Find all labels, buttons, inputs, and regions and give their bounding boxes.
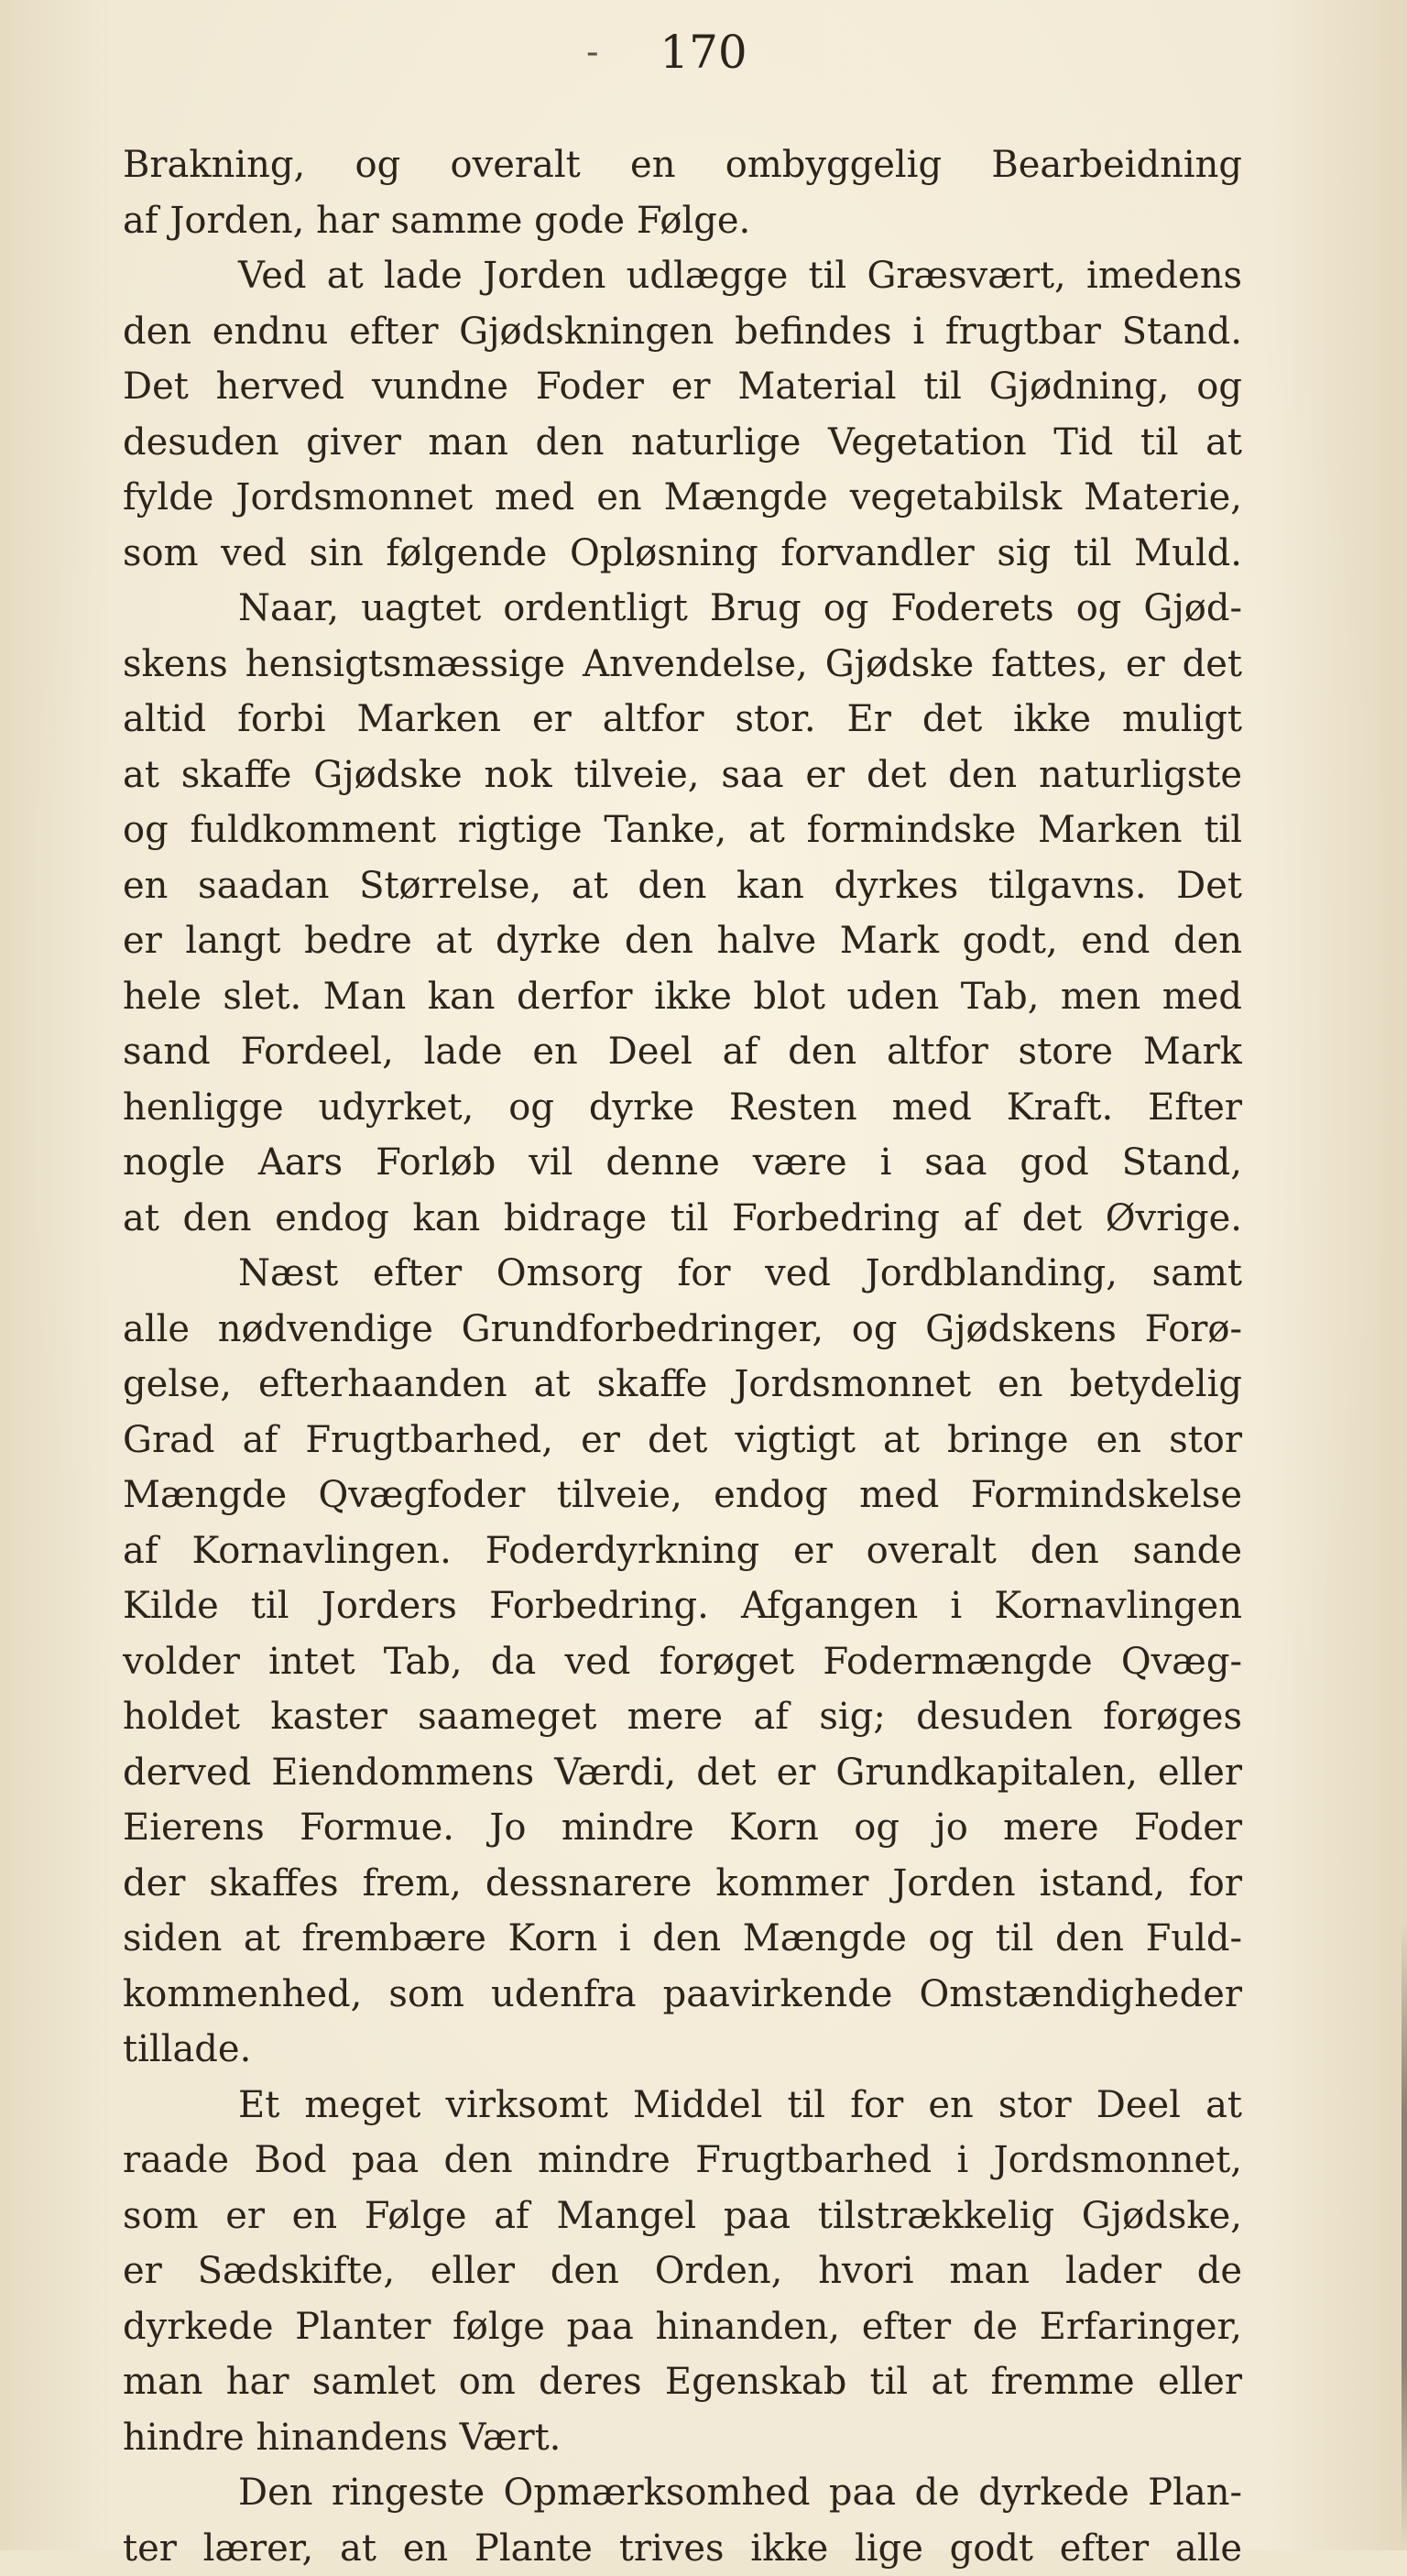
text-line: Brakning, og overalt en ombyggelig Bearbeidning <box>123 137 1242 193</box>
text-line: fylde Jordsmonnet med en Mængde vegetabilsk Materie, <box>123 470 1242 526</box>
text-line: som er en Følge af Mangel paa tilstrækkelig Gjødske, <box>123 2189 1242 2244</box>
text-line: som ved sin følgende Opløsning forvandler sig til Muld. <box>123 526 1242 582</box>
text-line: raade Bod paa den mindre Frugtbarhed i Jordsmonnet, <box>123 2133 1242 2189</box>
text-line: Mængde Qvægfoder tilveie, endog med Formindskelse <box>123 1468 1242 1523</box>
text-line: Naar, uagtet ordentligt Brug og Foderets og Gjød- <box>123 581 1242 637</box>
text-line: siden at frembære Korn i den Mængde og til den Fuld- <box>123 1911 1242 1967</box>
text-line: Grad af Frugtbarhed, er det vigtigt at bringe en stor <box>123 1413 1242 1468</box>
text-line: man har samlet om deres Egenskab til at fremme eller <box>123 2354 1242 2410</box>
text-line: Eierens Formue. Jo mindre Korn og jo mere Foder <box>123 1800 1242 1856</box>
text-line: af Jorden, har samme gode Følge. <box>123 193 1242 249</box>
text-line: at skaffe Gjødske nok tilveie, saa er det den naturligste <box>123 748 1242 803</box>
text-line: ter lærer, at en Plante trives ikke lige godt efter alle <box>123 2521 1242 2576</box>
text-line: hele slet. Man kan derfor ikke blot uden Tab, men med <box>123 969 1242 1025</box>
text-line: er Sædskifte, eller den Orden, hvori man lader de <box>123 2243 1242 2299</box>
text-line: hindre hinandens Vært. <box>123 2410 1242 2466</box>
text-line: dyrkede Planter følge paa hinanden, efter de Erfaringer, <box>123 2299 1242 2355</box>
text-line: Ved at lade Jorden udlægge til Græsvært, imedens <box>123 248 1242 304</box>
page-number: 170 <box>0 20 1407 84</box>
page-text <box>123 137 1242 2576</box>
text-line: en saadan Størrelse, at den kan dyrkes tilgavns. Det <box>123 858 1242 914</box>
text-line: holdet kaster saameget mere af sig; desuden forøges <box>123 1689 1242 1745</box>
text-line: der skaffes frem, dessnarere kommer Jorden istand, for <box>123 1856 1242 1912</box>
text-line: henligge udyrket, og dyrke Resten med Kraft. Efter <box>123 1080 1242 1136</box>
text-line: alle nødvendige Grundforbedringer, og Gjødskens Forø- <box>123 1302 1242 1358</box>
text-line: Den ringeste Opmærksomhed paa de dyrkede Plan- <box>123 2465 1242 2521</box>
text-line: nogle Aars Forløb vil denne være i saa god Stand, <box>123 1135 1242 1191</box>
text-line: kommenhed, som udenfra paavirkende Omstændigheder <box>123 1967 1242 2023</box>
text-line: gelse, efterhaanden at skaffe Jordsmonnet en betydelig <box>123 1357 1242 1413</box>
text-line: sand Fordeel, lade en Deel af den altfor store Mark <box>123 1024 1242 1080</box>
text-line: Kilde til Jorders Forbedring. Afgangen i Kornavlingen <box>123 1578 1242 1634</box>
page-mark: - <box>586 20 599 84</box>
text-line: desuden giver man den naturlige Vegetation Tid til at <box>123 415 1242 471</box>
text-line: derved Eiendommens Værdi, det er Grundkapitalen, eller <box>123 1745 1242 1801</box>
text-line: Det herved vundne Foder er Material til Gjødning, og <box>123 359 1242 415</box>
text-line: og fuldkomment rigtige Tanke, at formindske Marken til <box>123 802 1242 858</box>
text-line: er langt bedre at dyrke den halve Mark godt, end den <box>123 913 1242 969</box>
text-line: Næst efter Omsorg for ved Jordblanding, samt <box>123 1246 1242 1302</box>
text-line: den endnu efter Gjødskningen befindes i frugtbar Stand. <box>123 304 1242 360</box>
text-line: Et meget virksomt Middel til for en stor Deel at <box>123 2078 1242 2134</box>
text-line: altid forbi Marken er altfor stor. Er det ikke muligt <box>123 692 1242 748</box>
text-line: volder intet Tab, da ved forøget Fodermængde Qvæg- <box>123 1634 1242 1690</box>
text-line: af Kornavlingen. Foderdyrkning er overalt den sande <box>123 1523 1242 1579</box>
text-line: skens hensigtsmæssige Anvendelse, Gjødske fattes, er det <box>123 637 1242 693</box>
text-line: tillade. <box>123 2022 1242 2078</box>
page-edge-shadow <box>1402 1924 1407 2547</box>
text-line: at den endog kan bidrage til Forbedring af det Øvrige. <box>123 1191 1242 1247</box>
